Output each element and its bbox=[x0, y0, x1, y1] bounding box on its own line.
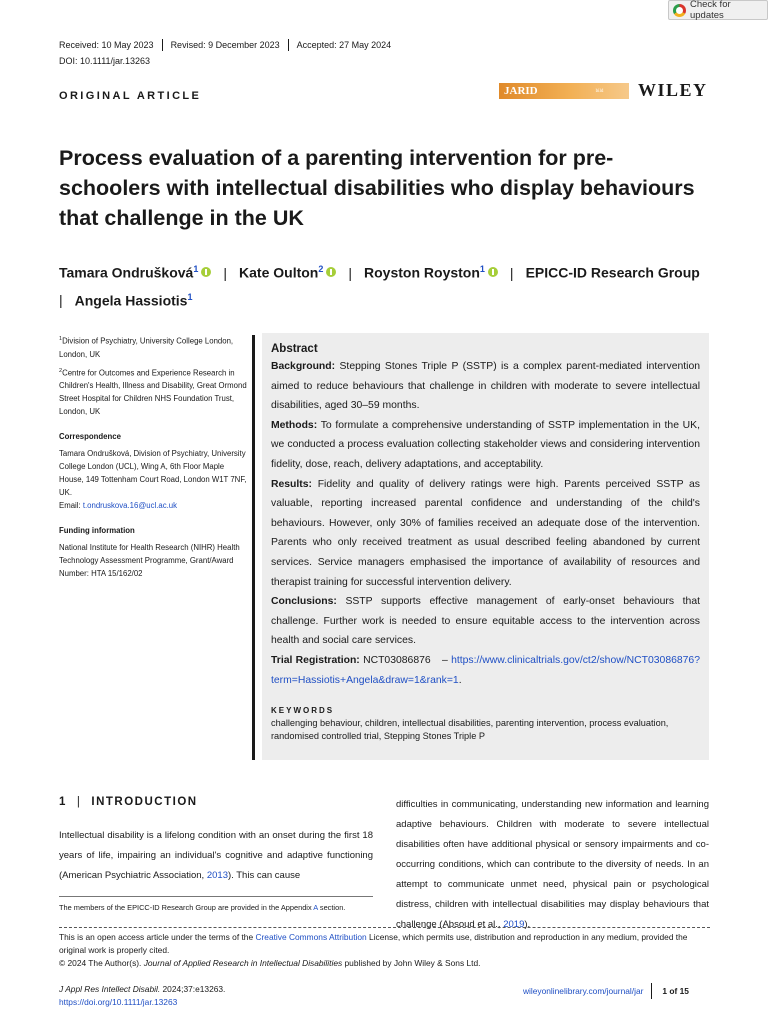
doi: DOI: 10.1111/jar.13263 bbox=[59, 56, 151, 66]
author-name[interactable]: Kate Oulton bbox=[239, 264, 319, 281]
intro-right-paragraph: difficulties in communicating, understanding new information and learning adaptive behaviours. Children with moderate to severe intellectual disabilities often have additional physical or sensory impairments and co-occurring conditions, which can contribute to the diversity of needs. In an attempt to communicate unmet need, physical pain or psychological distress, children with intellectual disabilities may display behaviours that challenge (Absoud et al., 2019). bbox=[396, 799, 709, 930]
correspondence-text: Tamara Ondrušková, Division of Psychiatry, University College London (UCL), Wing A, 6th Floor Maple House, 149 Tottenham Court Road, London W1T 7NF, UK. Email: t.ondruskova.16@ucl.ac.uk bbox=[59, 449, 247, 511]
footnote: The members of the EPICC-ID Research Group are provided in the Appendix A section. bbox=[59, 903, 346, 912]
author-name[interactable]: Angela Hassiotis bbox=[74, 292, 188, 309]
author-name[interactable]: Tamara Ondrušková bbox=[59, 264, 194, 281]
license-notice: This is an open access article under the terms of the Creative Commons Attribution License, which permits use, distribution and reproduction in any medium, provided the original work is properly cited. © 2024 The Author(s). Journal of Applied Research in Intellectual Disabilities published by John Wiley & Sons Ltd. bbox=[59, 932, 688, 968]
journal-logo bbox=[499, 83, 629, 99]
abstract-methods: To formulate a comprehensive understanding of SSTP implementation in the UK, we conducted a process evaluation collecting stakeholder views and considering intervention fidelity, dose, reach, delivery adaptations, and acceptability. bbox=[271, 419, 700, 470]
footer-citation: J Appl Res Intellect Disabil. 2024;37:e13263. https://doi.org/10.1111/jar.13263 bbox=[59, 984, 226, 1007]
abstract-results: Fidelity and quality of delivery ratings were high. Parents perceived SSTP as valuable, reporting increased parental confidence and understanding of the child's behaviours. However, only 30% of families received an adequate dose of the intervention. Parents who only received treatment as usual described feeling abandoned by current services. Service managers emphasised the importance of availability of resources and therapist training for successful intervention delivery. bbox=[271, 478, 700, 588]
funding-heading: Funding information bbox=[59, 526, 135, 536]
keywords-heading: KEYWORDS bbox=[271, 706, 335, 716]
author-separator: | bbox=[223, 264, 228, 281]
author-name[interactable]: EPICC-ID Research Group bbox=[525, 264, 700, 281]
author-list bbox=[59, 257, 719, 312]
section-separator: | bbox=[76, 796, 82, 808]
author-separator: | bbox=[59, 292, 63, 309]
funding-text: National Institute for Health Research (NIHR) Health Technology Assessment Programme, Grant/Award Number: HTA 15/162/02 bbox=[59, 543, 240, 579]
column-divider bbox=[252, 335, 255, 760]
affiliation-ref[interactable]: 1 bbox=[187, 291, 193, 302]
accepted-date: Accepted: 27 May 2024 bbox=[296, 40, 392, 50]
abstract-body: Background: Stepping Stones Triple P (SSTP) is a complex parent-mediated intervention aimed to reduce behaviours that challenge in children with moderate to severe intellectual disabilities, aged 30–59 months. Methods: To formulate a comprehensive understanding of SSTP implementation in the UK, we conducted a process evaluation collecting stakeholder views and considering intervention fidelity, dose, reach, delivery adaptations, and acceptability. Results: Fidelity and quality of delivery ratings were high. Parents perceived SSTP as valuable, reporting increased parental confidence and understanding of the child's behaviours. However, only 30% of families received an adequate dose of the intervention. Parents who only received treatment as usual described feeling abandoned by current services. Service managers emphasised the importance of availability of resources and therapist training for successful intervention delivery. Conclusions: SSTP supports effective management of early-onset behaviours that challenge. Further work is needed to ensure equitable access to the intervention across health and social care services. Trial Registration: NCT03086876 – https://www.clinicaltrials.gov/ct2/show/NCT03086876?term=Hassiotis+Angela&draw=1&rank=1. bbox=[271, 361, 701, 686]
received-date: Received: 10 May 2023 bbox=[59, 40, 154, 50]
section-number: 1 bbox=[59, 796, 67, 808]
cc-license-link[interactable]: Creative Commons Attribution bbox=[255, 932, 367, 942]
affiliation-ref[interactable]: 1 bbox=[479, 264, 485, 274]
keywords: challenging behaviour, children, intellectual disabilities, parenting intervention, process evaluation, randomised controlled trial, Stepping Stones Triple P bbox=[271, 718, 669, 742]
affiliation-1: $^1$Division of Psychiatry, University College London, London, UK bbox=[59, 336, 234, 359]
correspondence-heading: Correspondence bbox=[59, 432, 121, 442]
citation-link[interactable]: 2013 bbox=[206, 870, 228, 881]
abstract-conclusions: SSTP supports effective management of early-onset behaviours that challenge. Further work is needed to ensure equitable access to the intervention across health and social care services. bbox=[271, 596, 700, 647]
page-number: 1 of 15 bbox=[662, 986, 689, 996]
orcid-icon[interactable] bbox=[201, 267, 211, 277]
article-title: Process evaluation of a parenting intervention for pre-schoolers with intellectual disabilities who display behaviours that challenge in the UK bbox=[59, 146, 695, 230]
section-heading bbox=[59, 796, 198, 808]
doi-link[interactable]: https://doi.org/10.1111/jar.13263 bbox=[59, 997, 178, 1007]
abstract-heading: Abstract bbox=[271, 343, 318, 355]
orcid-icon[interactable] bbox=[326, 267, 336, 277]
journal-logo-text: JARID bbox=[504, 85, 538, 97]
footer-right bbox=[523, 983, 689, 999]
affiliation-2: $^2$Centre for Outcomes and Experience Research in Children's Health, Illness and Disability, Great Ormond Street Hospital for Children NHS Foundation Trust, London, UK bbox=[59, 367, 247, 417]
email-link[interactable]: t.ondruskova.16@ucl.ac.uk bbox=[82, 501, 178, 511]
citation-link[interactable]: 2019 bbox=[503, 919, 525, 930]
check-for-updates-label: Check for updates bbox=[689, 0, 731, 21]
trial-registration-link[interactable]: https://www.clinicaltrials.gov/ct2/show/NCT03086876?term=Hassiotis+Angela&draw=1&rank=1 bbox=[271, 654, 700, 686]
abstract-box bbox=[262, 333, 709, 760]
divider bbox=[651, 983, 652, 999]
intro-left-paragraph: Intellectual disability is a lifelong condition with an onset during the first 18 years of life, impairing an individual's cognitive and adaptive functioning (American Psychiatric Association, 2013). This can cause bbox=[59, 830, 373, 881]
publisher-logo: WILEY bbox=[638, 80, 708, 100]
article-dates bbox=[59, 39, 391, 51]
section-title: INTRODUCTION bbox=[91, 796, 198, 808]
affiliation-ref[interactable]: 2 bbox=[318, 264, 324, 274]
divider bbox=[162, 39, 163, 51]
author-separator: | bbox=[509, 264, 514, 281]
trial-id: NCT03086876 – bbox=[363, 654, 448, 666]
author-separator: | bbox=[348, 264, 353, 281]
abstract-background: Stepping Stones Triple P (SSTP) is a complex parent-mediated intervention aimed to reduce behaviours that challenge in children with moderate to severe intellectual disabilities, aged 30–59 months. bbox=[271, 361, 701, 412]
revised-date: Revised: 9 December 2023 bbox=[170, 40, 280, 50]
appendix-link[interactable]: A bbox=[313, 903, 318, 912]
article-type: ORIGINAL ARTICLE bbox=[59, 90, 202, 102]
check-for-updates-button[interactable] bbox=[668, 0, 768, 20]
affiliations-column bbox=[59, 333, 247, 584]
bild-logo-text: bild bbox=[595, 88, 604, 94]
orcid-icon[interactable] bbox=[488, 267, 498, 277]
license-divider bbox=[59, 927, 710, 928]
affiliation-ref[interactable]: 1 bbox=[193, 264, 199, 274]
crossmark-icon bbox=[673, 4, 686, 17]
footnote-rule bbox=[59, 896, 373, 897]
author-name[interactable]: Royston Royston bbox=[364, 264, 480, 281]
divider bbox=[288, 39, 289, 51]
journal-site-link[interactable]: wileyonlinelibrary.com/journal/jar bbox=[523, 986, 644, 996]
